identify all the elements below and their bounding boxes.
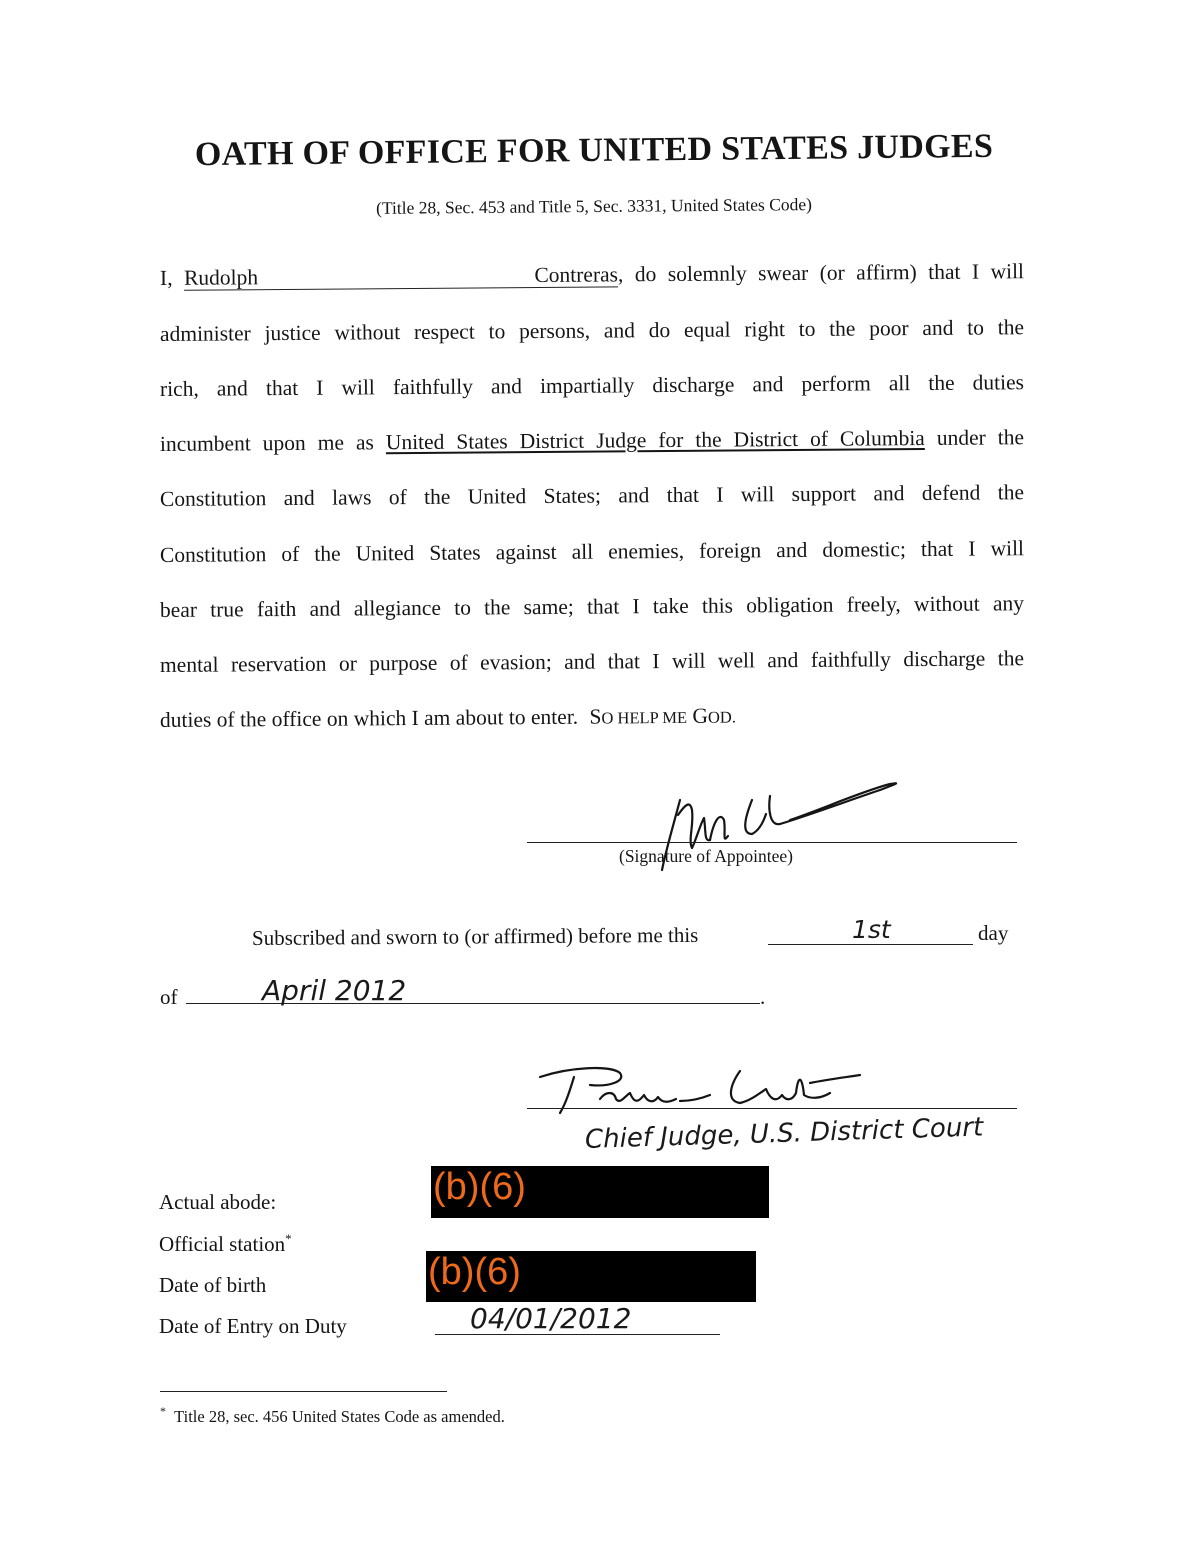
oath-line-8: mental reservation or purpose of evasion; and that I will well and faithfully discharge the	[159, 646, 1025, 677]
oath-line-6: Constitution of the United States against all enemies, foreign and domestic; that I will	[159, 536, 1025, 567]
footnote	[160, 1404, 505, 1427]
officiant-signature	[530, 1055, 870, 1125]
oath-line-9	[160, 701, 1024, 733]
actual-abode-redaction-code: (b)(6)	[433, 1166, 526, 1208]
date-of-birth-redaction-code: (b)(6)	[428, 1251, 521, 1293]
actual-abode-redaction	[431, 1166, 769, 1218]
month-year-period: .	[760, 985, 766, 1009]
oath-line-4-end: under the	[936, 425, 1025, 450]
oath-line-3: rich, and that I will faithfully and impartially discharge and perform all the duties	[159, 370, 1025, 401]
entry-on-duty-value: 04/01/2012	[470, 1302, 632, 1335]
oath-line-4	[160, 425, 1024, 457]
oath-line-5: Constitution and laws of the United States; and that I will support and defend the	[159, 480, 1025, 511]
oath-line-9-text: duties of the office on which I am about to enter.	[159, 704, 579, 732]
entry-on-duty-label: Date of Entry on Duty	[159, 1314, 347, 1338]
appointee-signature-caption: (Signature of Appointee)	[619, 846, 793, 866]
actual-abode-label: Actual abode:	[159, 1190, 277, 1214]
official-station-label: Official station*	[159, 1231, 292, 1256]
date-of-birth-label: Date of birth	[159, 1273, 267, 1297]
oath-line-1	[160, 259, 1024, 291]
footnote-divider	[160, 1391, 447, 1392]
oath-closing: SO HELP ME GOD.	[589, 703, 736, 729]
day-field-value: 1st	[852, 915, 891, 944]
oath-pronoun: I,	[159, 265, 173, 290]
officiant-signature-line	[527, 1108, 1017, 1109]
day-field-line	[768, 944, 973, 945]
appointee-name-field: Rudolph Contreras	[183, 262, 619, 290]
footnote-mark: *	[160, 1404, 166, 1418]
statute-citation: (Title 28, Sec. 453 and Title 5, Sec. 3331, United States Code)	[375, 194, 813, 218]
page-title: OATH OF OFFICE FOR UNITED STATES JUDGES	[194, 127, 994, 174]
oath-line-7: bear true faith and allegiance to the same; that I take this obligation freely, without any	[159, 591, 1025, 622]
oath-line-4-start: incumbent upon me as	[159, 430, 374, 456]
footnote-text: Title 28, sec. 456 United States Code as amended.	[174, 1406, 505, 1426]
oath-line-1-rest: , do solemnly swear (or affirm) that I will	[617, 259, 1025, 287]
appointee-signature-line	[527, 842, 1017, 843]
oath-line-2: administer justice without respect to persons, and do equal right to the poor and to the	[159, 315, 1025, 346]
of-label: of	[160, 985, 178, 1009]
officiant-title: Chief Judge, U.S. District Court	[584, 1112, 984, 1155]
official-station-footnote-mark: *	[285, 1231, 292, 1246]
date-of-birth-redaction	[426, 1251, 756, 1302]
sworn-statement: Subscribed and sworn to (or affirmed) before me this	[251, 922, 699, 950]
day-label: day	[978, 921, 1009, 945]
month-year-field-value: April 2012	[262, 974, 407, 1007]
office-title: United States District Judge for the District of Columbia	[385, 425, 925, 455]
